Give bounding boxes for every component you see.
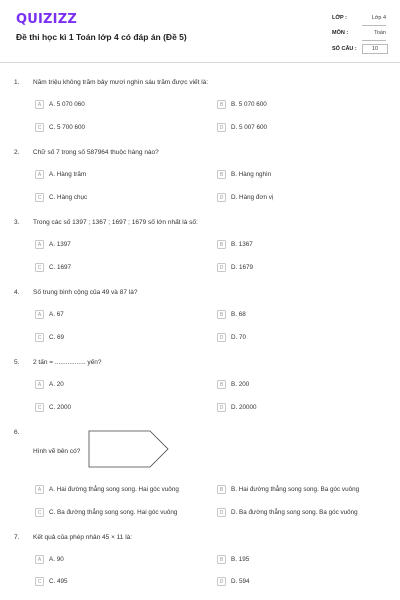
option-c[interactable] xyxy=(35,577,195,589)
header-divider xyxy=(0,62,400,63)
option-d[interactable] xyxy=(217,193,377,205)
option-letter: B xyxy=(217,485,226,494)
option-text: A. Hai đường thẳng song song. Hai góc vuông xyxy=(49,486,179,493)
option-a[interactable] xyxy=(35,240,195,252)
option-letter: D xyxy=(217,508,226,517)
option-letter: B xyxy=(217,310,226,319)
meta-grade-value: Lớp 4 xyxy=(371,15,386,21)
option-letter: C xyxy=(35,403,44,412)
option-c[interactable] xyxy=(35,508,195,520)
option-letter: A xyxy=(35,240,44,249)
question-text: Năm triệu không trăm bảy mươi nghìn sáu trăm được viết là: xyxy=(33,79,209,86)
question-number: 6. xyxy=(14,429,20,436)
question-number: 7. xyxy=(14,534,20,541)
option-d[interactable] xyxy=(217,403,377,415)
option-text: C. Ba đường thẳng song song. Hai góc vuông xyxy=(49,509,178,516)
option-a[interactable] xyxy=(35,555,195,567)
question-text: Chữ số 7 trong số 587964 thuộc hàng nào? xyxy=(33,149,159,156)
option-b[interactable] xyxy=(217,485,377,497)
worksheet-title: Đề thi học kì 1 Toán lớp 4 có đáp án (Đề 5) xyxy=(16,32,187,42)
meta-subject-value: Toán xyxy=(374,30,386,36)
option-letter: D xyxy=(217,577,226,586)
option-letter: A xyxy=(35,100,44,109)
question-number: 5. xyxy=(14,359,20,366)
option-text: B. 1367 xyxy=(231,241,253,248)
option-text: C. 5 700 600 xyxy=(49,124,86,131)
option-letter: D xyxy=(217,403,226,412)
option-letter: A xyxy=(35,170,44,179)
option-letter: D xyxy=(217,123,226,132)
option-text: D. 70 xyxy=(231,334,247,341)
option-text: A. 90 xyxy=(49,556,64,563)
option-d[interactable] xyxy=(217,577,377,589)
option-letter: B xyxy=(217,380,226,389)
option-b[interactable] xyxy=(217,240,377,252)
meta-grade-label: LỚP : xyxy=(332,15,347,21)
option-b[interactable] xyxy=(217,380,377,392)
option-a[interactable] xyxy=(35,170,195,182)
option-letter: A xyxy=(35,555,44,564)
question-text: Trong các số 1397 ; 1367 ; 1697 ; 1679 số lớn nhất là số: xyxy=(33,219,198,226)
option-a[interactable] xyxy=(35,485,195,497)
worksheet-header xyxy=(0,0,400,62)
option-d[interactable] xyxy=(217,123,377,135)
option-text: D. 5 007 600 xyxy=(231,124,268,131)
option-letter: C xyxy=(35,263,44,272)
option-text: B. Hàng nghìn xyxy=(231,171,272,178)
option-text: D. 20000 xyxy=(231,404,257,411)
option-text: D. Ba đường thẳng song song. Ba góc vuông xyxy=(231,509,358,516)
question-number: 4. xyxy=(14,289,20,296)
option-letter: B xyxy=(217,555,226,564)
option-text: C. 2000 xyxy=(49,404,72,411)
meta-grade-underline xyxy=(362,25,386,26)
option-b[interactable] xyxy=(217,555,377,567)
question-text: 2 tấn = ................. yến? xyxy=(33,359,102,366)
option-letter: B xyxy=(217,100,226,109)
option-letter: A xyxy=(35,485,44,494)
option-text: B. 195 xyxy=(231,556,250,563)
pentagon-figure xyxy=(88,430,170,468)
option-letter: C xyxy=(35,333,44,342)
option-letter: C xyxy=(35,508,44,517)
option-b[interactable] xyxy=(217,100,377,112)
option-c[interactable] xyxy=(35,193,195,205)
question-number: 3. xyxy=(14,219,20,226)
option-c[interactable] xyxy=(35,123,195,135)
option-letter: D xyxy=(217,333,226,342)
option-letter: A xyxy=(35,380,44,389)
option-text: C. 69 xyxy=(49,334,65,341)
option-b[interactable] xyxy=(217,310,377,322)
option-text: C. Hàng chục xyxy=(49,194,88,201)
option-a[interactable] xyxy=(35,310,195,322)
option-text: A. 20 xyxy=(49,381,64,388)
option-letter: D xyxy=(217,263,226,272)
option-a[interactable] xyxy=(35,100,195,112)
question-text: Hình vẽ bên có? xyxy=(33,448,81,455)
option-text: D. 1679 xyxy=(231,264,254,271)
option-text: B. 200 xyxy=(231,381,250,388)
option-letter: A xyxy=(35,310,44,319)
meta-count-value: 10 xyxy=(362,44,388,54)
option-text: A. 1397 xyxy=(49,241,71,248)
quizizz-logo: QUIZIZZ xyxy=(16,12,77,27)
option-text: C. 1697 xyxy=(49,264,72,271)
option-text: A. Hàng trăm xyxy=(49,171,87,178)
option-text: C. 495 xyxy=(49,578,68,585)
option-c[interactable] xyxy=(35,403,195,415)
option-text: A. 67 xyxy=(49,311,64,318)
question-text: Kết quả của phép nhân 45 × 11 là: xyxy=(33,534,133,541)
option-letter: C xyxy=(35,193,44,202)
option-d[interactable] xyxy=(217,333,377,345)
option-text: D. 594 xyxy=(231,578,250,585)
option-d[interactable] xyxy=(217,508,377,520)
option-letter: D xyxy=(217,193,226,202)
option-text: A. 5 070 060 xyxy=(49,101,85,108)
option-c[interactable] xyxy=(35,333,195,345)
question-text: Số trung bình cộng của 49 và 87 là? xyxy=(33,289,138,296)
question-number: 1. xyxy=(14,79,20,86)
option-letter: C xyxy=(35,577,44,586)
option-b[interactable] xyxy=(217,170,377,182)
meta-subject-label: MÔN : xyxy=(332,30,349,36)
option-text: D. Hàng đơn vị xyxy=(231,194,274,201)
option-d[interactable] xyxy=(217,263,377,275)
option-text: B. 5 070 600 xyxy=(231,101,267,108)
option-letter: B xyxy=(217,240,226,249)
option-text: B. Hai đường thẳng song song. Ba góc vuông xyxy=(231,486,360,493)
option-letter: C xyxy=(35,123,44,132)
meta-count-label: SỐ CÂU : xyxy=(332,46,357,52)
question-number: 2. xyxy=(14,149,20,156)
option-c[interactable] xyxy=(35,263,195,275)
option-a[interactable] xyxy=(35,380,195,392)
option-letter: B xyxy=(217,170,226,179)
option-text: B. 68 xyxy=(231,311,246,318)
meta-subject-underline xyxy=(362,40,386,41)
